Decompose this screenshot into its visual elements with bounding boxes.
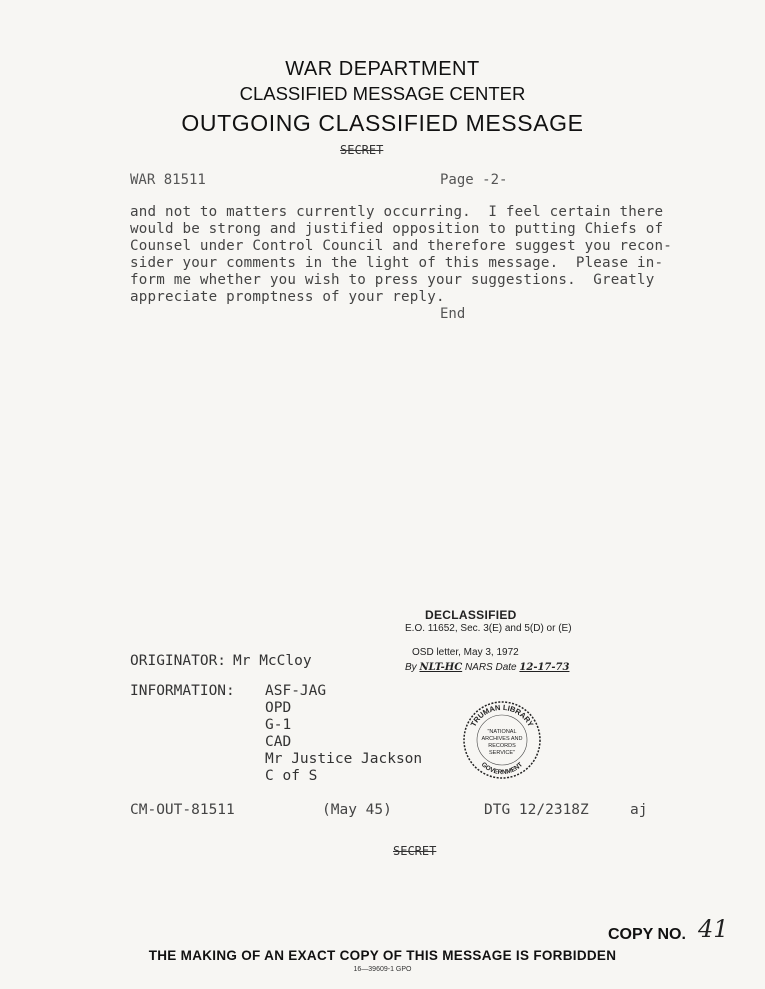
information-item: ASF-JAG: [265, 683, 327, 699]
originator-value: Mr McCloy: [233, 653, 312, 669]
body-line: and not to matters currently occurring. I feel certain there: [130, 204, 664, 220]
declassified-letter: OSD letter, May 3, 1972: [412, 647, 519, 658]
information-label: INFORMATION:: [130, 683, 235, 699]
nars-label: NARS Date: [464, 662, 517, 673]
classification-bottom: SECRET: [393, 844, 437, 858]
declassified-title: DECLASSIFIED: [425, 608, 517, 622]
message-date: (May 45): [322, 802, 392, 818]
by-value: NLT-HC: [419, 662, 463, 673]
body-line: form me whether you wish to press your suggestions. Greatly: [130, 272, 655, 288]
svg-text:TRUMAN LIBRARY: [469, 703, 536, 728]
body-line: appreciate promptness of your reply.: [130, 289, 445, 305]
print-code: 16—39609-1 GPO: [353, 966, 412, 973]
page-number: Page -2-: [440, 172, 508, 188]
seal-top-text: TRUMAN LIBRARY: [468, 702, 536, 729]
operator-initials: aj: [630, 802, 648, 818]
department-title: WAR DEPARTMENT: [285, 58, 480, 80]
information-item: Mr Justice Jackson: [265, 751, 423, 767]
nars-value: 12-17-73: [519, 662, 570, 673]
seal-line: ARCHIVES AND: [481, 736, 523, 742]
declassified-authority: E.O. 11652, Sec. 3(E) and 5(D) or (E): [405, 623, 572, 634]
seal-line: "NATIONAL: [487, 729, 517, 735]
seal-bottom-text: GOVERNMENT: [479, 761, 525, 777]
end-mark: End: [440, 306, 466, 322]
message-center-title: CLASSIFIED MESSAGE CENTER: [239, 83, 526, 104]
document-title: OUTGOING CLASSIFIED MESSAGE: [181, 110, 584, 136]
copy-forbidden-notice: THE MAKING OF AN EXACT COPY OF THIS MESSAGE IS FORBIDDEN: [148, 948, 617, 963]
classification-top: SECRET: [340, 143, 384, 157]
copy-label: COPY NO.: [608, 926, 686, 943]
dtg-stamp: DTG 12/2318Z: [484, 802, 589, 818]
information-item: G-1: [265, 717, 292, 733]
by-label: By: [405, 662, 417, 673]
information-item: CAD: [265, 734, 292, 750]
body-line: would be strong and justified opposition to putting Chiefs of: [130, 221, 664, 237]
seal-line: RECORDS: [488, 743, 516, 749]
information-item: OPD: [265, 700, 292, 716]
body-line: Counsel under Control Council and therefore suggest you recon-: [130, 238, 672, 254]
declassified-signoff: [405, 662, 569, 673]
seal-line: SERVICE": [489, 750, 515, 756]
originator-label: ORIGINATOR:: [130, 653, 227, 669]
cm-out-number: CM-OUT-81511: [130, 802, 235, 818]
message-number: WAR 81511: [130, 172, 206, 188]
copy-number: 41: [698, 915, 729, 943]
information-item: C of S: [265, 768, 318, 784]
body-line: sider your comments in the light of this message. Please in-: [130, 255, 664, 271]
archives-seal-stamp: [462, 700, 542, 780]
